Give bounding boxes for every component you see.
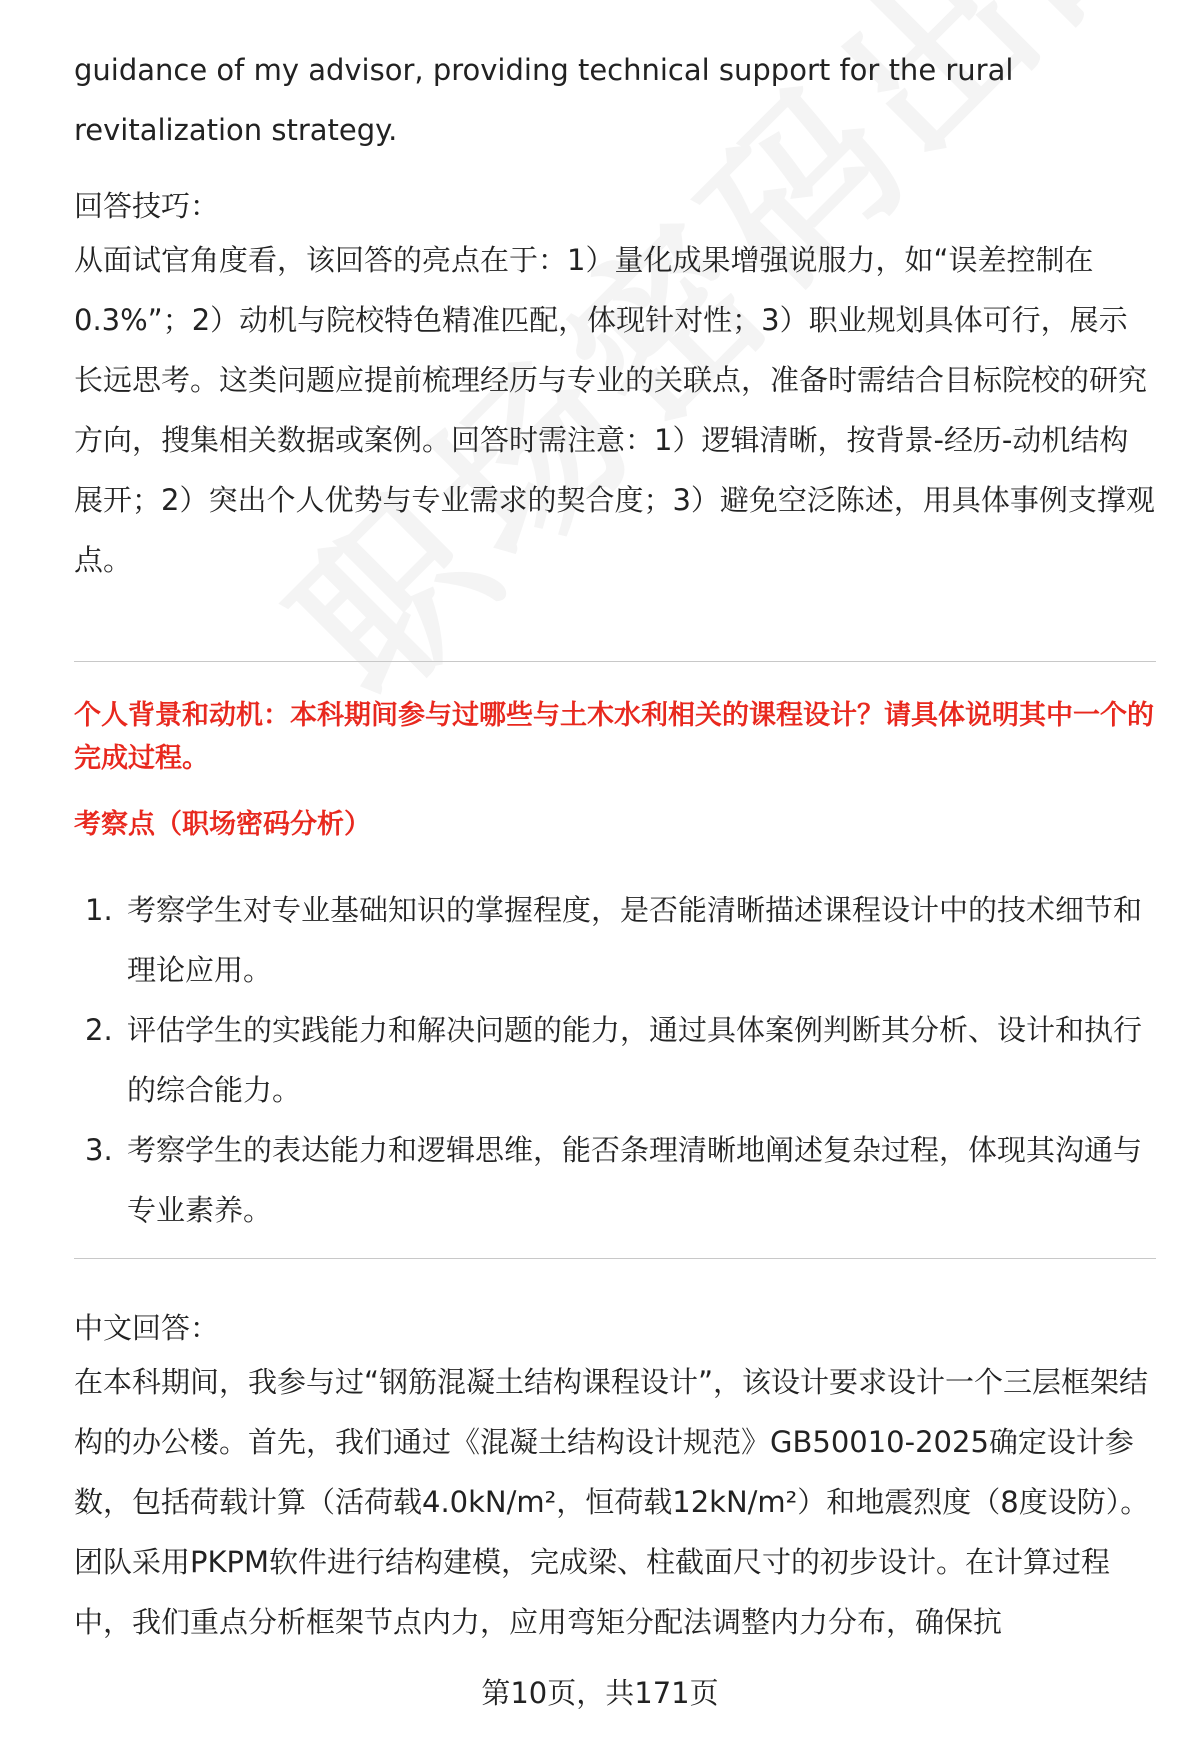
list-item xyxy=(74,1000,1156,1120)
list-item-text: 考察学生的表达能力和逻辑思维，能否条理清晰地阐述复杂过程，体现其沟通与专业素养。 xyxy=(127,1133,1143,1227)
analysis-heading: 考察点（职场密码分析） xyxy=(74,809,371,840)
document-page xyxy=(74,0,1156,1755)
tips-paragraph: 从面试官角度看，该回答的亮点在于：1）量化成果增强说服力，如“误差控制在0.3%”；2）动机与院校特色精准匹配，体现针对性；3）职业规划具体可行，展示长远思考。这类问题应提前梳理经历与专业的关联点，准备时需结合目标院校的研究方向，搜集相关数据或案例。回答时需注意：1）逻辑清晰，按背景-经历-动机结构展开；2）突出个人优势与专业需求的契合度；3）避免空泛陈述，用具体事例支撑观点。 xyxy=(74,243,1155,577)
intro-paragraph: guidance of my advisor, providing technical support for the rural revitalization strategy. xyxy=(74,53,1014,147)
list-item-number: 3. xyxy=(85,1133,113,1167)
list-item-text: 考察学生对专业基础知识的掌握程度，是否能清晰描述课程设计中的技术细节和理论应用。 xyxy=(127,893,1143,987)
tips-label: 回答技巧： xyxy=(74,189,220,223)
analysis-list xyxy=(74,880,1156,1240)
answer-paragraph: 在本科期间，我参与过“钢筋混凝土结构课程设计”，该设计要求设计一个三层框架结构的办公楼。首先，我们通过《混凝土结构设计规范》GB50010-2025确定设计参数，包括荷载计算（活荷载4.0kN/m²，恒荷载12kN/m²）和地震烈度（8度设防）。团队采用PKPM软件进行结构建模，完成梁、柱截面尺寸的初步设计。在计算过程中，我们重点分析框架节点内力，应用弯矩分配法调整内力分布，确保抗 xyxy=(74,1365,1150,1639)
list-item-text: 评估学生的实践能力和解决问题的能力，通过具体案例判断其分析、设计和执行的综合能力。 xyxy=(127,1013,1143,1107)
page-number-footer: 第10页，共171页 xyxy=(481,1676,719,1710)
question-heading: 个人背景和动机：本科期间参与过哪些与土木水利相关的课程设计？请具体说明其中一个的完成过程。 xyxy=(74,700,1154,774)
list-item-number: 2. xyxy=(85,1013,113,1047)
answer-label: 中文回答： xyxy=(74,1311,220,1345)
divider-top xyxy=(74,661,1156,662)
list-item-number: 1. xyxy=(85,893,113,927)
divider-bottom xyxy=(74,1258,1156,1259)
list-item xyxy=(74,1120,1156,1240)
list-item xyxy=(74,880,1156,1000)
